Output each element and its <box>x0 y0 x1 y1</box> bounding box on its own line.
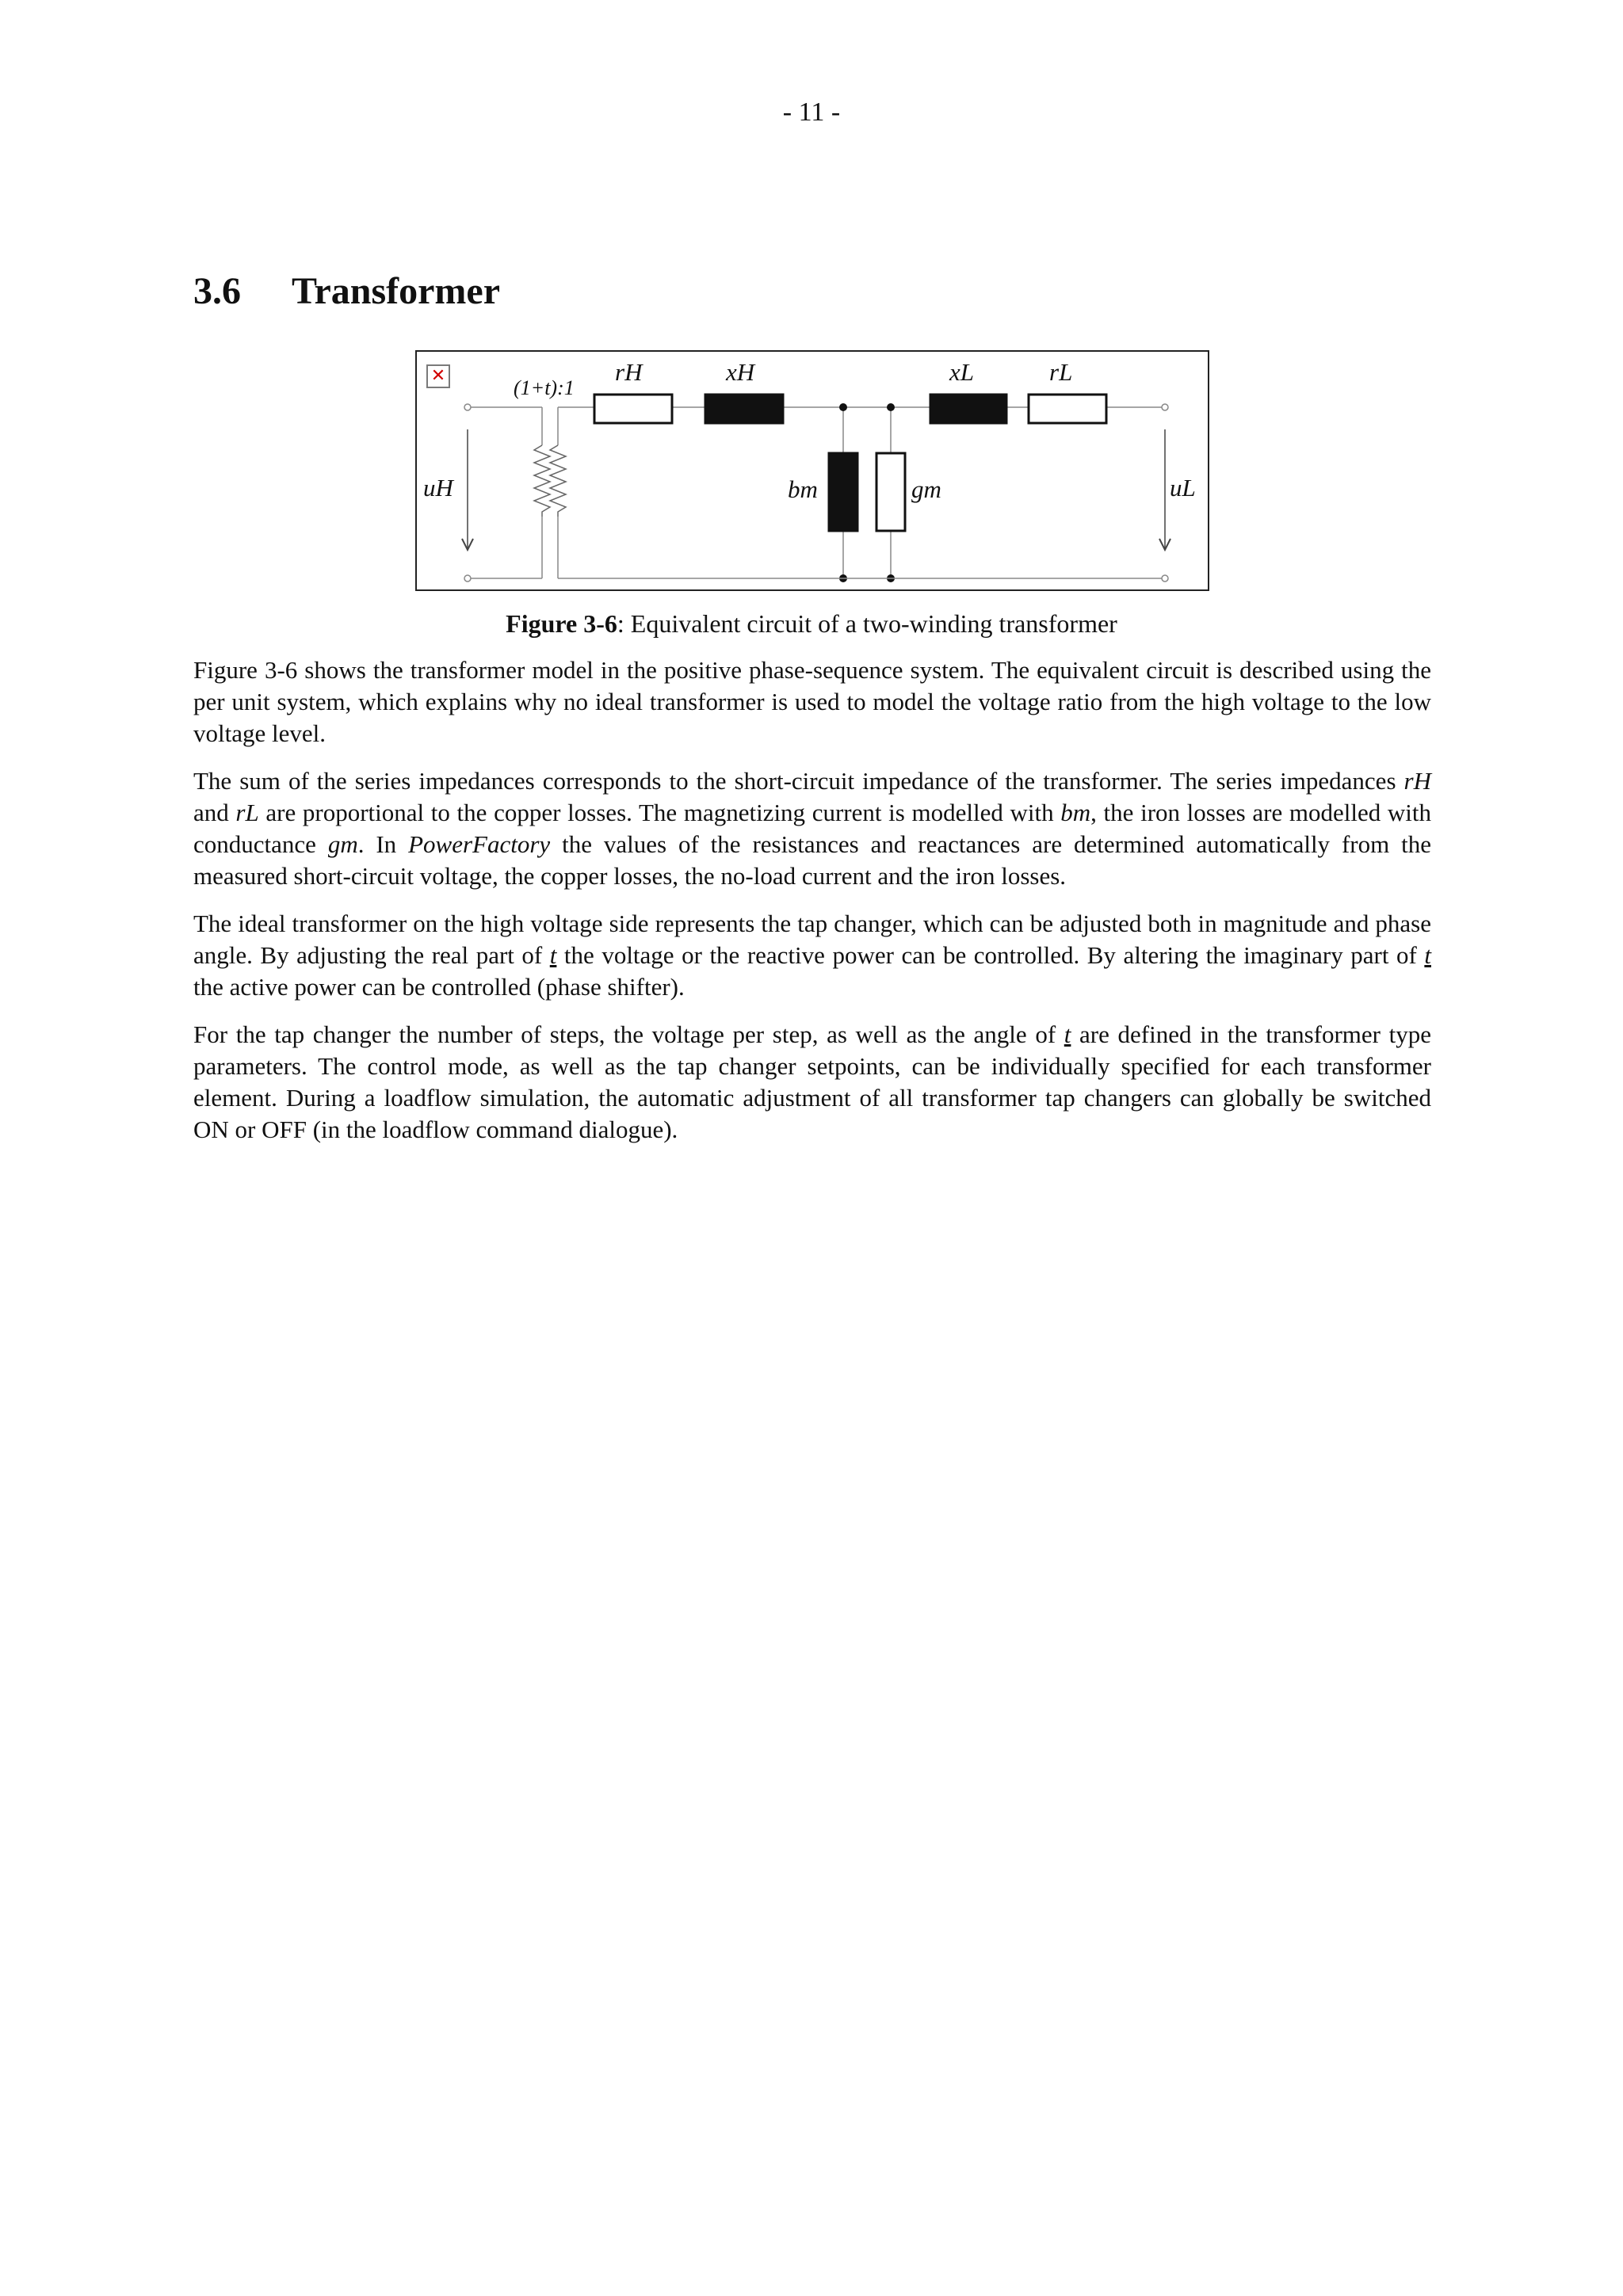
rH-resistor <box>594 395 672 423</box>
text-run: are proportional to the copper losses. The magnetizing current is modelled with <box>258 799 1061 826</box>
paragraph-3 <box>193 908 1431 1003</box>
gm-label: gm <box>911 475 941 503</box>
caption-text: : Equivalent circuit of a two-winding transformer <box>617 609 1117 638</box>
var-rL: rL <box>235 799 259 826</box>
text-run: The sum of the series impedances corresponds to the short-circuit impedance of the transformer. The series impedances <box>193 767 1404 795</box>
equivalent-circuit-figure <box>415 350 1209 591</box>
var-t: t <box>1064 1020 1071 1048</box>
body-text <box>193 654 1431 1161</box>
section-heading <box>193 269 500 314</box>
text-run: . In <box>357 830 409 858</box>
rH-label: rH <box>615 358 643 386</box>
page-number: - 11 - <box>782 97 841 127</box>
var-bm: bm <box>1060 799 1091 826</box>
text-run: and <box>193 799 236 826</box>
terminal-hv-top <box>464 404 471 410</box>
node-dot <box>839 403 847 411</box>
bm-label: bm <box>788 475 818 503</box>
text-run: the active power can be controlled (phase shifter). <box>193 973 685 1001</box>
xL-reactance <box>930 395 1006 423</box>
paragraph-1: Figure 3-6 shows the transformer model in the positive phase-sequence system. The equivalent circuit is described using the per unit system, which explains why no ideal transformer is used to model the voltage ratio from the high voltage to the low voltage level. <box>193 656 1431 747</box>
ratio-label: (1+t):1 <box>514 376 575 399</box>
broken-image-icon: ✕ <box>426 364 450 388</box>
var-gm: gm <box>327 830 358 858</box>
section-title: Transformer <box>292 270 501 312</box>
figure-caption <box>0 608 1623 639</box>
xH-reactance <box>705 395 783 423</box>
caption-reference: Figure 3-6 <box>506 609 617 638</box>
var-t: t <box>549 941 557 969</box>
terminal-hv-bottom <box>464 575 471 582</box>
uH-label: uH <box>423 474 453 502</box>
rL-label: rL <box>1049 358 1073 386</box>
product-name: PowerFactory <box>408 830 551 858</box>
rL-resistor <box>1029 395 1106 423</box>
xH-label: xH <box>726 358 755 386</box>
terminal-lv-bottom <box>1162 575 1168 582</box>
section-number: 3.6 <box>193 270 241 312</box>
xL-label: xL <box>949 358 974 386</box>
terminal-lv-top <box>1162 404 1168 410</box>
node-dot <box>887 403 895 411</box>
paragraph-4 <box>193 1019 1431 1146</box>
text-run: the values of the resistances and reactances are determined automatically from the measured short-circuit voltage, the copper losses, the no-load current and the iron losses. <box>193 830 1431 890</box>
var-t: t <box>1424 941 1431 969</box>
text-run: The ideal transformer on the high voltage side represents the tap changer, which can be adjusted both in magnitude and phase angle. By adjusting the real part of <box>193 910 1431 969</box>
gm-conductance <box>876 453 905 531</box>
paragraph-2 <box>193 765 1431 892</box>
text-run: For the tap changer the number of steps, the voltage per step, as well as the angle of <box>193 1020 1064 1048</box>
text-run: , the iron losses are modelled with conductance <box>193 799 1432 858</box>
text-run: the voltage or the reactive power can be controlled. By altering the imaginary part of <box>556 941 1425 969</box>
var-rH: rH <box>1403 767 1431 795</box>
text-run: are defined in the transformer type parameters. The control mode, as well as the tap changer setpoints, can be individually specified for each transformer element. During a loadflow simulation, the automatic adjustment of all transformer tap changers can globally be switched ON or OFF (in the loadflow command dialogue). <box>193 1020 1431 1143</box>
bm-susceptance <box>829 453 857 531</box>
uL-label: uL <box>1170 474 1196 502</box>
